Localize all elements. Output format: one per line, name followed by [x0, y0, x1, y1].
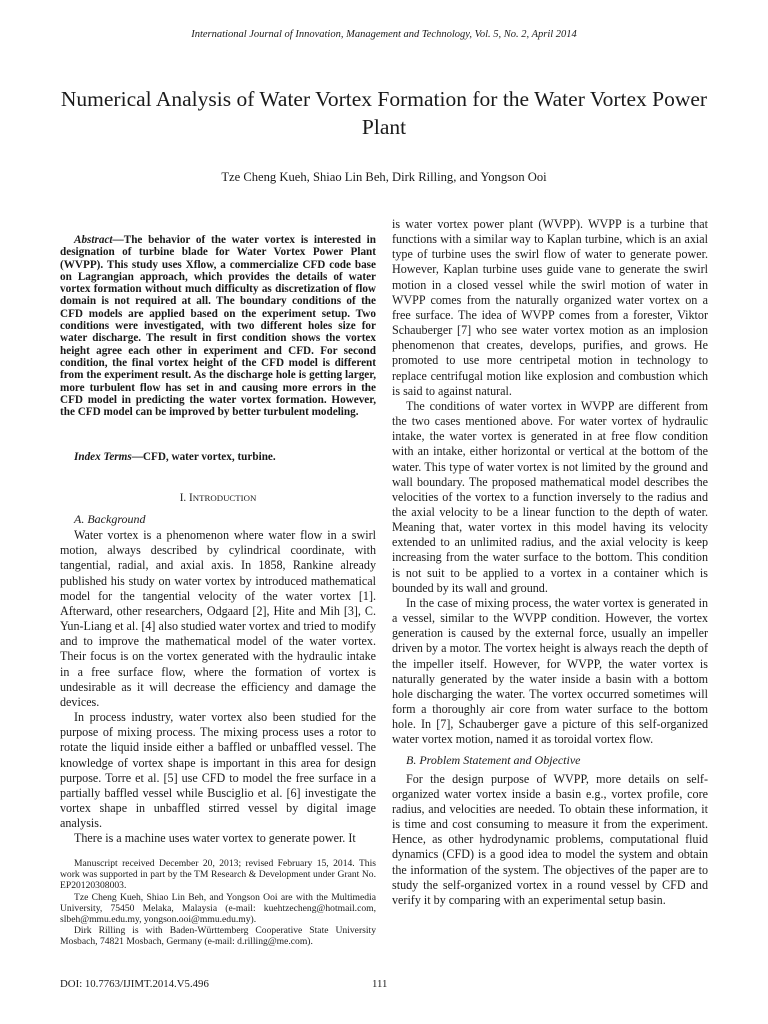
left-column-body — [60, 512, 376, 846]
paper-title: Numerical Analysis of Water Vortex Formation for the Water Vortex Power Plant — [60, 87, 708, 139]
author-list: Tze Cheng Kueh, Shiao Lin Beh, Dirk Rilling, and Yongson Ooi — [221, 170, 547, 184]
paragraph: There is a machine uses water vortex to generate power. It — [74, 831, 356, 846]
section-heading-introduction — [60, 492, 376, 504]
paragraph: Water vortex is a phenomenon where water flow in a swirl motion, always described by cylindrical coordinate, with tangential, radial, and axial axis. In 1858, Rankine already published his study on water vortex by introduced mathematical model for the tangential velocity of the water vortex [1]. Afterward, other researchers, Odgaard [2], Hite and Mih [3], C. Yun-Liang et al. [4] also studied water vortex and tried to modify and to improve the mathematical model of the water vortex. Their focus is on the vortex generated with the hydraulic intake in a free surface flow, where the formation of vortex is undesirable as it will decrease the efficiency and damage the devices. — [60, 528, 376, 709]
section-first-letter: I — [189, 492, 193, 504]
subsection-heading-background: A. Background — [74, 512, 146, 526]
paragraph: is water vortex power plant (WVPP). WVPP is a turbine that functions with a similar way to Kaplan turbine, which is an axial type of turbine uses the swirl flow of water to generate power. However, Kaplan turbine uses guide vane to generate the swirl motion in a closed vessel while the swirl motion of water in WVPP comes from the naturally organized water vortex on a free surface. The idea of WVPP comes from a forester, Viktor Schauberger [7] who see water vortex motion as an implosion phenomenon that creates, develops, purifies, and grows. He promoted to use more centripetal motion in technology to replace centrifugal motion like explosion and combustion which is said to against natural. — [392, 217, 708, 398]
index-terms — [60, 451, 376, 463]
footnote: Dirk Rilling is with Baden-Württemberg Cooperative State University Mosbach, 74821 Mosbach, Germany (e-mail: d.rilling@me.com). — [60, 925, 376, 948]
paragraph: The conditions of water vortex in WVPP are different from the two cases mentioned above. For water vortex of hydraulic intake, the water vortex is generated in at free flow condition with an intake, either horizontal or vertical at the bottom of the water. This type of water vortex is not limited by the ground and wall boundary. The proposed mathematical model describes the velocities of the vortex to a function inversely to the radius and the axial velocity to be a linear function to the depth of water. Meaning that, water vortex in this model having its velocity extended to an unlimited radius, and the axial velocity is keep increasing from the water surface to the bottom. This condition is not suit to be applied to a vortex in a container which is bounded by its wall and ground. — [392, 398, 708, 595]
footnote: Tze Cheng Kueh, Shiao Lin Beh, and Yongson Ooi are with the Multimedia University, 75450 Melaka, Malaysia (e-mail: kuehtzecheng@hotmail.com, slbeh@mmu.edu.my, yongson.ooi@mmu.edu.my). — [60, 891, 376, 926]
paragraph: For the design purpose of WVPP, more details on self-organized water vortex inside a basin e.g., vortex profile, core radius, and velocities are needed. To obtain these information, it is time and cost consuming to measure it from the experiment. Hence, as other hydrodynamic problems, computational fluid dynamics (CFD) is a good idea to model the system and obtain the information of the system. The objectives of the paper are to study the self-organized vortex in a round vessel by CFD and verify it by comparing with an experimental setup basin. — [392, 771, 708, 907]
footnotes — [60, 858, 376, 948]
journal-header: International Journal of Innovation, Management and Technology, Vol. 5, No. 2, April 2014 — [191, 29, 577, 40]
abstract-text: —The behavior of the water vortex is interested in designation of turbine blade for Water Vortex Power Plant (WVPP). This study uses Xflow, a commercialize CFD code base on Lagrangian approach, which provides the details of water vortex formation without much difficulty as discretization of flow domain is not required at all. The boundary conditions of the CFD models are applied based on the experiment setup. Two conditions were investigated, with two different holes size for water discharge. The result in first condition shows the vortex height agree each other in experiment and CFD. For second condition, the final vortex height of the CFD model is different from the experiment result. As the discharge hole is getting larger, more turbulent flow has set in and causing more errors in the CFD model in predicting the water vortex formation. However, the CFD model can be improved by better turbulent modeling. — [60, 234, 376, 419]
doi: DOI: 10.7763/IJIMT.2014.V5.496 — [60, 978, 209, 990]
abstract-label: Abstract — [74, 234, 113, 246]
section-rest: NTRODUCTION — [192, 493, 257, 503]
index-terms-label: Index Terms — [74, 451, 132, 463]
footnote: Manuscript received December 20, 2013; revised February 15, 2014. This work was supported in part by the TM Research & Development under Grant No. EP20120308003. — [60, 858, 376, 892]
abstract — [60, 234, 376, 418]
index-terms-text: —CFD, water vortex, turbine. — [131, 451, 276, 463]
subsection-heading-problem: B. Problem Statement and Objective — [406, 753, 581, 768]
paragraph: In process industry, water vortex also been studied for the purpose of mixing process. The mixing process uses a rotor to rotate the liquid inside either a baffled or unbaffled vessel. The knowledge of vortex shape is important in this area for design purpose. Torre et al. [5] use CFD to model the free surface in a partially baffled vessel while Busciglio et al. [6] investigate the vortex shape in unbaffled stirred vessel by digital image analysis. — [60, 710, 376, 831]
right-column-body — [392, 217, 708, 908]
page-number: 111 — [372, 978, 388, 990]
section-number: I. — [179, 492, 190, 504]
paragraph: In the case of mixing process, the water vortex is generated in a vessel, similar to the WVPP condition. However, the vortex generation is caused by the external force, usually an impeller driven by a motor. The vortex height is always reach the depth of the impeller itself. However, for WVPP, the water vortex is naturally generated by the water inside a basin with a bottom hole discharging the water. The vortex occurred sometimes will form a thoroughly air core from water surface to the bottom hole. In [7], Schauberger gave a picture of this self-organized water vortex motion, named it as toroidal vortex flow. — [392, 595, 708, 747]
